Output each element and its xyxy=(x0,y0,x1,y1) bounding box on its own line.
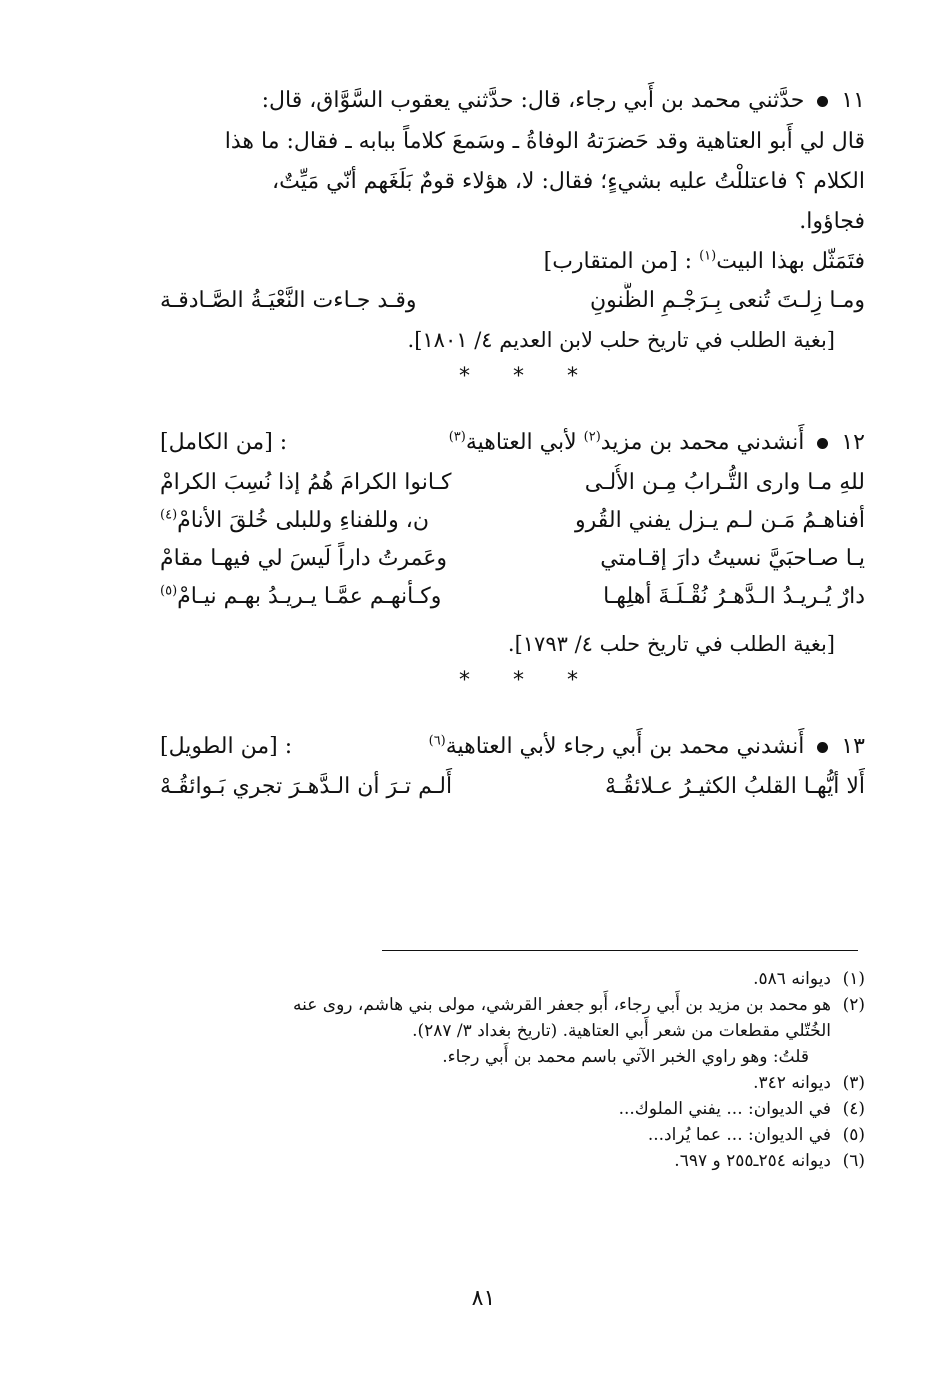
entry-head-text: أَنشدني محمد بن مزيد xyxy=(600,430,805,455)
footnote-text: ديوانه ٢٥٤ـ٢٥٥ و ٦٩٧. xyxy=(674,1151,831,1171)
verse-second-hemistich: وقـد جـاءت النَّعْيَـةُ الصَّـادقـة xyxy=(160,288,417,313)
verse-line xyxy=(160,464,865,502)
footnote-ref: (٤) xyxy=(160,507,178,523)
footnote-item xyxy=(170,1096,865,1122)
footnote-number: (٦) xyxy=(842,1151,865,1171)
footnote-number: (٤) xyxy=(842,1099,865,1119)
verse-line xyxy=(160,768,865,806)
footnote-number: (١) xyxy=(842,969,865,989)
footnote-ref: (٣) xyxy=(448,429,466,445)
entry-head-text-b: لأبي العتاهية xyxy=(465,430,577,455)
entry-number: ١١ xyxy=(841,88,865,113)
entry-12-heading xyxy=(160,422,865,464)
bullet-icon xyxy=(817,96,828,107)
entry-11 xyxy=(160,80,865,392)
verse-intro-text: فتَمَثّل بهذا البيت xyxy=(716,249,865,274)
verse-first-hemistich: أفناهـمُ مَـن لـم يـزل يفني القُرو xyxy=(574,508,865,533)
footnote-note: قلتُ: وهو راوي الخبر الآتي باسم محمد بن أَبي رجاء. xyxy=(442,1047,809,1067)
entry-head-text: حدَّثني محمد بن أَبي رجاء، قال: حدَّثني يعقوب السَّوَّاق، قال: xyxy=(261,88,805,113)
section-separator: * * * xyxy=(459,668,596,693)
verse-first-hemistich: أَلا أيُّهـا القلبُ الكثيـرُ عـلائقُـهْ xyxy=(604,774,865,799)
page-body xyxy=(160,80,865,806)
bullet-icon xyxy=(817,742,828,753)
footnote-item xyxy=(170,992,865,1018)
footnote-item xyxy=(170,1070,865,1096)
narration-line: فجاؤوا. xyxy=(799,209,865,234)
footnote-number: (٢) xyxy=(842,995,865,1015)
section-separator: * * * xyxy=(459,364,596,389)
footnote-text: ديوانه ٥٨٦. xyxy=(753,969,831,989)
meter-label: : [من الطويل] xyxy=(160,734,293,759)
verse-second-hemistich: وكـأنهـم عمَّـا يـريـدُ بهـم نيـامْ xyxy=(177,584,442,609)
footnote-ref: (٢) xyxy=(583,429,601,445)
footnote-item xyxy=(170,1122,865,1148)
footnote-text: في الديوان: ... عما يُراد... xyxy=(647,1125,831,1145)
entry-head-text: أَنشدني محمد بن أَبي رجاء لأبي العتاهية xyxy=(445,734,805,759)
footnote-number: (٣) xyxy=(842,1073,865,1093)
footnote-continuation: الخُتّلي مقطعات من شعر أَبي العتاهية. (تاريخ بغداد ٣/ ٢٨٧). xyxy=(412,1021,831,1041)
bullet-icon xyxy=(817,438,828,449)
footnote-divider xyxy=(382,950,858,951)
narration-line: قال لي أَبو العتاهية وقد حَضرَتهُ الوفاةُ ـ وسَمعَ كلاماً ببابه ـ فقال: ما هذا xyxy=(224,129,865,154)
meter-label: : [من الكامل] xyxy=(160,430,288,455)
verse-first-hemistich: للهِ مـا وارى التُّـرابُ مِـن الأُلـى xyxy=(584,470,865,495)
verse-second-hemistich-wrap xyxy=(160,578,490,616)
verse-line xyxy=(160,578,865,616)
source-citation: [بغية الطلب في تاريخ حلب ٤/ ١٧٩٣]. xyxy=(507,632,835,656)
entry-11-heading xyxy=(160,80,865,122)
footnote-item xyxy=(170,966,865,992)
verse-line xyxy=(160,502,865,540)
entry-13 xyxy=(160,726,865,806)
verse-second-hemistich: ن، وللفناءِ وللبلى خُلقَ الأنامْ xyxy=(177,508,430,533)
footnote-item xyxy=(170,1148,865,1174)
verse-first-hemistich: يـا صـاحبَيَّ نسيتُ دارَ إقـامتي xyxy=(600,546,865,571)
footnotes xyxy=(170,966,865,1174)
footnote-ref: (٦) xyxy=(428,733,446,749)
verse-line xyxy=(160,540,865,578)
page-number: ٨١ xyxy=(471,1286,496,1311)
meter-label: : [من المتقارب] xyxy=(543,249,693,274)
verse-second-hemistich: وعَمرتُ داراً لَيسَ لي فيهـا مقامْ xyxy=(160,546,448,571)
footnote-text: في الديوان: ... يفني الملوك... xyxy=(618,1099,831,1119)
narration-line: الكلام ؟ فاعتللْتُ عليه بشيءٍ؛ فقال: لا، هؤلاء قومٌ بَلَغَهم أنّي مَيِّتٌ، xyxy=(272,169,865,194)
verse-second-hemistich: كـانوا الكرامَ هُمُ إذا نُسِبَ الكرامْ xyxy=(160,470,452,495)
verse-second-hemistich-wrap xyxy=(160,502,490,540)
verse-second-hemistich: أَلـم تـرَ أن الـدَّهـرَ تجري بَـوائقُـهْ xyxy=(160,774,453,799)
entry-number: ١٣ xyxy=(841,734,865,759)
footnote-text: هو محمد بن مزيد بن أَبي رجاء، أَبو جعفر القرشي، مولى بني هاشم، روى عنه xyxy=(293,995,831,1015)
verse-line xyxy=(160,282,865,320)
source-citation: [بغية الطلب في تاريخ حلب لابن العديم ٤/ ١٨٠١]. xyxy=(407,328,835,352)
entry-13-heading xyxy=(160,726,865,768)
footnote-text: ديوانه ٣٤٢. xyxy=(753,1073,831,1093)
footnote-ref: (٥) xyxy=(160,583,178,599)
footnote-number: (٥) xyxy=(842,1125,865,1145)
entry-12 xyxy=(160,422,865,696)
entry-number: ١٢ xyxy=(841,430,865,455)
verse-intro xyxy=(160,242,865,282)
footnote-ref: (١) xyxy=(699,248,717,264)
verse-first-hemistich: دارٌ يُـريـدُ الـدَّهـرُ نُقْـلَـةَ أهلِهـا xyxy=(603,584,865,609)
verse-first-hemistich: ومـا زِلـتَ تُنعى بِـرَجْـمِ الظُّنونِ xyxy=(589,288,865,313)
